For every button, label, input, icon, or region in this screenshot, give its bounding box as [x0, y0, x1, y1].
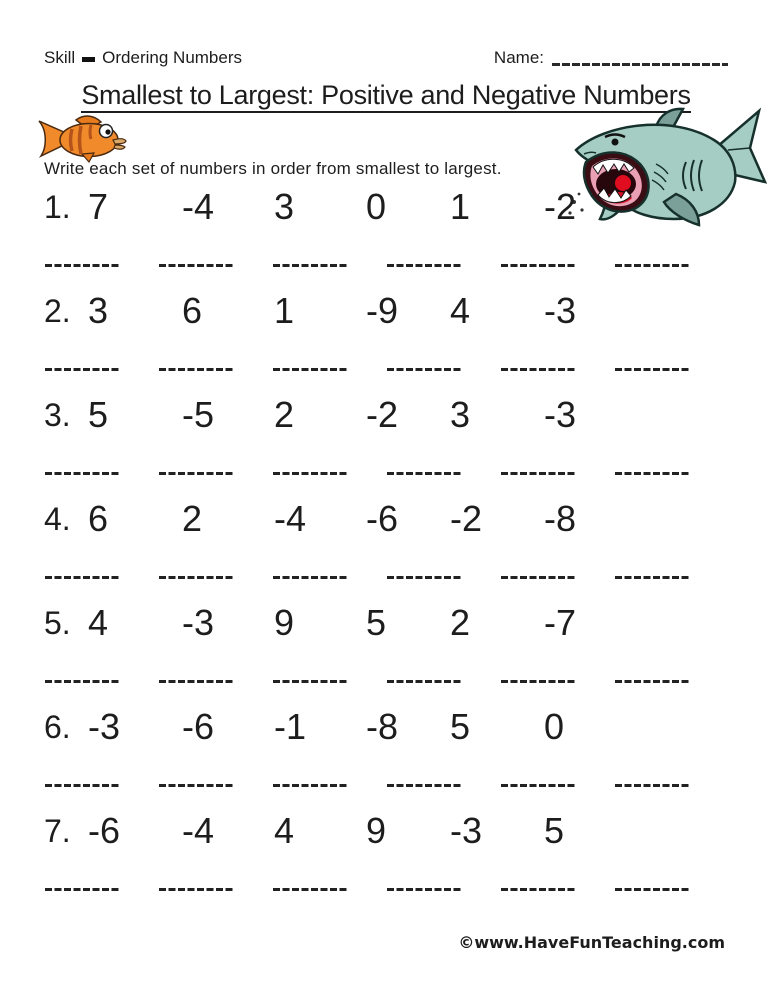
- problem-row: [44, 604, 752, 708]
- number-value: 5: [88, 394, 109, 435]
- answer-blank[interactable]: [501, 472, 575, 475]
- answer-blanks-row: [45, 368, 729, 371]
- answer-blank[interactable]: [501, 784, 575, 787]
- number-value: -5: [182, 394, 215, 435]
- answer-blank[interactable]: [159, 784, 233, 787]
- number-value: -2: [450, 498, 483, 539]
- number-value: 6: [182, 290, 203, 331]
- answer-blank[interactable]: [45, 472, 119, 475]
- number-value: 2: [450, 602, 471, 643]
- problem-row: [44, 708, 752, 812]
- answer-blank[interactable]: [273, 472, 347, 475]
- problem-numbers-row: [44, 500, 752, 538]
- problem-row: [44, 500, 752, 604]
- problem-number-label: 5.: [44, 605, 71, 641]
- number-value: 3: [450, 394, 471, 435]
- answer-blank[interactable]: [387, 368, 461, 371]
- answer-blank[interactable]: [615, 888, 689, 891]
- answer-blank[interactable]: [273, 888, 347, 891]
- number-value: -3: [544, 394, 577, 435]
- problem-number-label: 1.: [44, 189, 71, 225]
- answer-blank[interactable]: [615, 368, 689, 371]
- number-value: -3: [450, 810, 483, 851]
- answer-blank[interactable]: [273, 680, 347, 683]
- answer-blank[interactable]: [45, 680, 119, 683]
- answer-blank[interactable]: [501, 576, 575, 579]
- problem-row: [44, 292, 752, 396]
- number-value: 5: [544, 810, 565, 851]
- answer-blank[interactable]: [159, 368, 233, 371]
- skill-line: [44, 48, 242, 68]
- answer-blank[interactable]: [159, 680, 233, 683]
- problem-numbers-row: [44, 292, 752, 330]
- number-value: -7: [544, 602, 577, 643]
- name-line-group: [494, 48, 728, 68]
- number-value: -8: [544, 498, 577, 539]
- number-value: 4: [88, 602, 109, 643]
- answer-blanks-row: [45, 472, 729, 475]
- number-value: -4: [182, 186, 215, 227]
- answer-blank[interactable]: [387, 680, 461, 683]
- problem-numbers-row: [44, 604, 752, 642]
- answer-blanks-row: [45, 680, 729, 683]
- answer-blank[interactable]: [387, 472, 461, 475]
- number-value: -3: [544, 290, 577, 331]
- number-value: -6: [182, 706, 215, 747]
- number-value: -1: [274, 706, 307, 747]
- number-value: 9: [274, 602, 295, 643]
- number-value: 1: [274, 290, 295, 331]
- problem-number-label: 3.: [44, 397, 71, 433]
- number-value: 3: [274, 186, 295, 227]
- number-value: 4: [450, 290, 471, 331]
- dash-icon: [82, 57, 95, 62]
- number-value: 4: [274, 810, 295, 851]
- number-value: 6: [88, 498, 109, 539]
- copyright-text: ©www.HaveFunTeaching.com: [458, 933, 725, 952]
- answer-blank[interactable]: [501, 888, 575, 891]
- number-value: -2: [366, 394, 399, 435]
- answer-blank[interactable]: [387, 264, 461, 267]
- answer-blank[interactable]: [387, 784, 461, 787]
- number-value: 3: [88, 290, 109, 331]
- answer-blanks-row: [45, 888, 729, 891]
- number-value: -6: [88, 810, 121, 851]
- problem-row: [44, 812, 752, 916]
- number-value: 5: [366, 602, 387, 643]
- number-value: -3: [88, 706, 121, 747]
- answer-blank[interactable]: [45, 264, 119, 267]
- number-value: -9: [366, 290, 399, 331]
- answer-blank[interactable]: [615, 784, 689, 787]
- problem-number-label: 2.: [44, 293, 71, 329]
- answer-blank[interactable]: [501, 368, 575, 371]
- problem-numbers-row: [44, 396, 752, 434]
- number-value: -6: [366, 498, 399, 539]
- answer-blank[interactable]: [45, 368, 119, 371]
- answer-blanks-row: [45, 784, 729, 787]
- fish-icon: [36, 113, 128, 163]
- answer-blank[interactable]: [501, 264, 575, 267]
- problem-number-label: 6.: [44, 709, 71, 745]
- header: [44, 48, 728, 68]
- problem-numbers-row: [44, 188, 752, 226]
- problem-row: [44, 188, 752, 292]
- number-value: 9: [366, 810, 387, 851]
- name-fill-line[interactable]: [552, 63, 728, 66]
- answer-blank[interactable]: [159, 888, 233, 891]
- answer-blank[interactable]: [159, 264, 233, 267]
- answer-blank[interactable]: [615, 576, 689, 579]
- skill-label: Skill: [44, 48, 76, 67]
- number-value: -4: [182, 810, 215, 851]
- answer-blank[interactable]: [273, 264, 347, 267]
- number-value: 7: [88, 186, 109, 227]
- problem-numbers-row: [44, 708, 752, 746]
- number-value: -2: [544, 186, 577, 227]
- problem-numbers-row: [44, 812, 752, 850]
- number-value: -8: [366, 706, 399, 747]
- answer-blank[interactable]: [501, 680, 575, 683]
- number-value: 5: [450, 706, 471, 747]
- answer-blanks-row: [45, 576, 729, 579]
- number-value: 0: [544, 706, 565, 747]
- answer-blank[interactable]: [387, 888, 461, 891]
- name-label: Name:: [493, 48, 544, 67]
- number-value: 2: [182, 498, 203, 539]
- number-value: 0: [366, 186, 387, 227]
- answer-blank[interactable]: [45, 888, 119, 891]
- answer-blank[interactable]: [387, 576, 461, 579]
- number-value: -4: [274, 498, 307, 539]
- answer-blank[interactable]: [159, 472, 233, 475]
- problem-number-label: 7.: [44, 813, 71, 849]
- answer-blank[interactable]: [273, 576, 347, 579]
- answer-blank[interactable]: [45, 576, 119, 579]
- problem-number-label: 4.: [44, 501, 71, 537]
- answer-blank[interactable]: [273, 784, 347, 787]
- answer-blank[interactable]: [615, 472, 689, 475]
- answer-blank[interactable]: [615, 680, 689, 683]
- answer-blank[interactable]: [159, 576, 233, 579]
- skill-value: Ordering Numbers: [102, 48, 242, 67]
- number-value: -3: [182, 602, 215, 643]
- number-value: 2: [274, 394, 295, 435]
- instruction-text: Write each set of numbers in order from smallest to largest.: [44, 159, 502, 178]
- answer-blanks-row: [45, 264, 729, 267]
- number-value: 1: [450, 186, 471, 227]
- answer-blank[interactable]: [273, 368, 347, 371]
- problems: [44, 188, 752, 916]
- page-title-text: Smallest to Largest: Positive and Negative Numbers: [81, 80, 690, 113]
- problem-row: [44, 396, 752, 500]
- answer-blank[interactable]: [45, 784, 119, 787]
- answer-blank[interactable]: [615, 264, 689, 267]
